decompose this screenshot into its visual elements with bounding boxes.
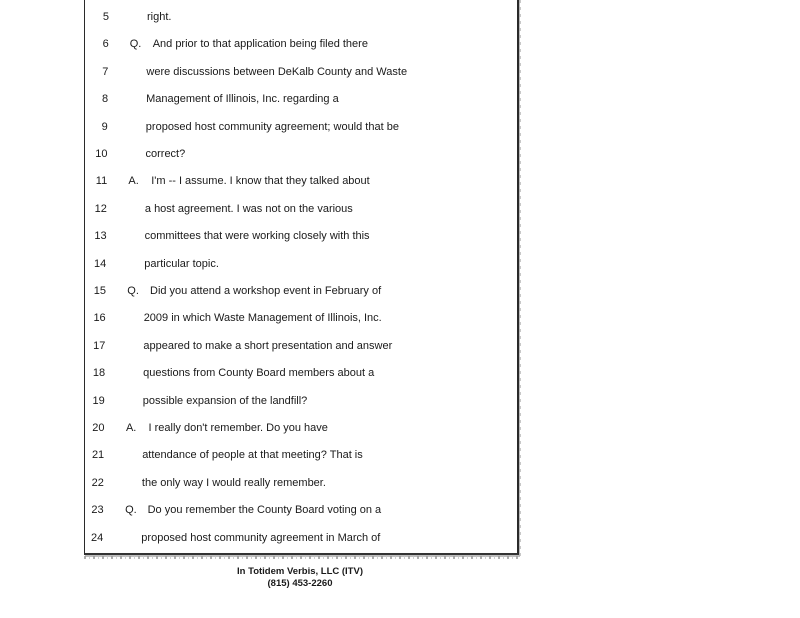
- line-number: 17: [93, 339, 106, 352]
- line-text: appeared to make a short presentation and answer: [143, 339, 393, 352]
- line-number: 15: [93, 285, 106, 297]
- line-number: 14: [94, 257, 107, 270]
- footer-company: In Totidem Verbis, LLC (ITV): [237, 566, 363, 577]
- line-number: 21: [91, 449, 105, 462]
- line-number: 7: [102, 65, 109, 78]
- speaker-label: A.: [128, 175, 139, 188]
- line-text: Do you remember the County Board voting on a: [147, 504, 382, 517]
- line-number: 9: [101, 120, 108, 133]
- line-text: And prior to that application being filed there: [152, 38, 368, 51]
- speaker-label: A.: [125, 422, 137, 434]
- line-text: particular topic.: [144, 257, 219, 270]
- line-number: 11: [95, 175, 108, 188]
- line-number: 24: [91, 531, 104, 544]
- footer-phone: (815) 453-2260: [267, 578, 333, 589]
- line-text: the only way I would really remember.: [141, 476, 326, 489]
- scan-edge-right: [519, 0, 521, 558]
- line-text: Did you attend a workshop event in February of: [150, 285, 382, 297]
- line-text: attendance of people at that meeting? That is: [142, 449, 363, 462]
- line-text: proposed host community agreement in March of: [141, 531, 381, 544]
- line-text: possible expansion of the landfill?: [142, 394, 308, 407]
- line-text: Management of Illinois, Inc. regarding a: [146, 93, 339, 106]
- line-text: committees that were working closely with this: [144, 230, 370, 243]
- line-number: 8: [101, 93, 109, 106]
- line-text: proposed host community agreement; would that be: [145, 120, 399, 133]
- speaker-label: Q.: [127, 285, 139, 297]
- speaker-label: Q.: [125, 504, 137, 517]
- line-text: I really don't remember. Do you have: [148, 422, 328, 434]
- line-number: 12: [94, 202, 107, 215]
- line-text: questions from County Board members about a: [143, 367, 375, 380]
- scan-edge-bottom: [84, 556, 520, 559]
- line-text: 2009 in which Waste Management of Illinois, Inc.: [143, 312, 382, 325]
- line-number: 23: [91, 504, 104, 517]
- line-number: 19: [92, 394, 105, 407]
- line-text: a host agreement. I was not on the various: [144, 202, 353, 215]
- line-number: 13: [94, 230, 107, 243]
- line-number: 10: [95, 148, 108, 160]
- line-number: 16: [93, 312, 106, 325]
- line-number: 5: [102, 11, 109, 23]
- line-text: were discussions between DeKalb County and Waste: [146, 65, 408, 78]
- line-text: correct?: [145, 148, 186, 160]
- line-number: 6: [102, 38, 109, 51]
- line-number: 18: [92, 367, 106, 380]
- line-number: 22: [91, 476, 104, 489]
- line-text: I'm -- I assume. I know that they talked about: [151, 175, 370, 188]
- transcript-page: [84, 0, 519, 555]
- speaker-label: Q.: [129, 38, 142, 51]
- line-number: 20: [92, 422, 105, 434]
- line-text: right.: [147, 11, 172, 23]
